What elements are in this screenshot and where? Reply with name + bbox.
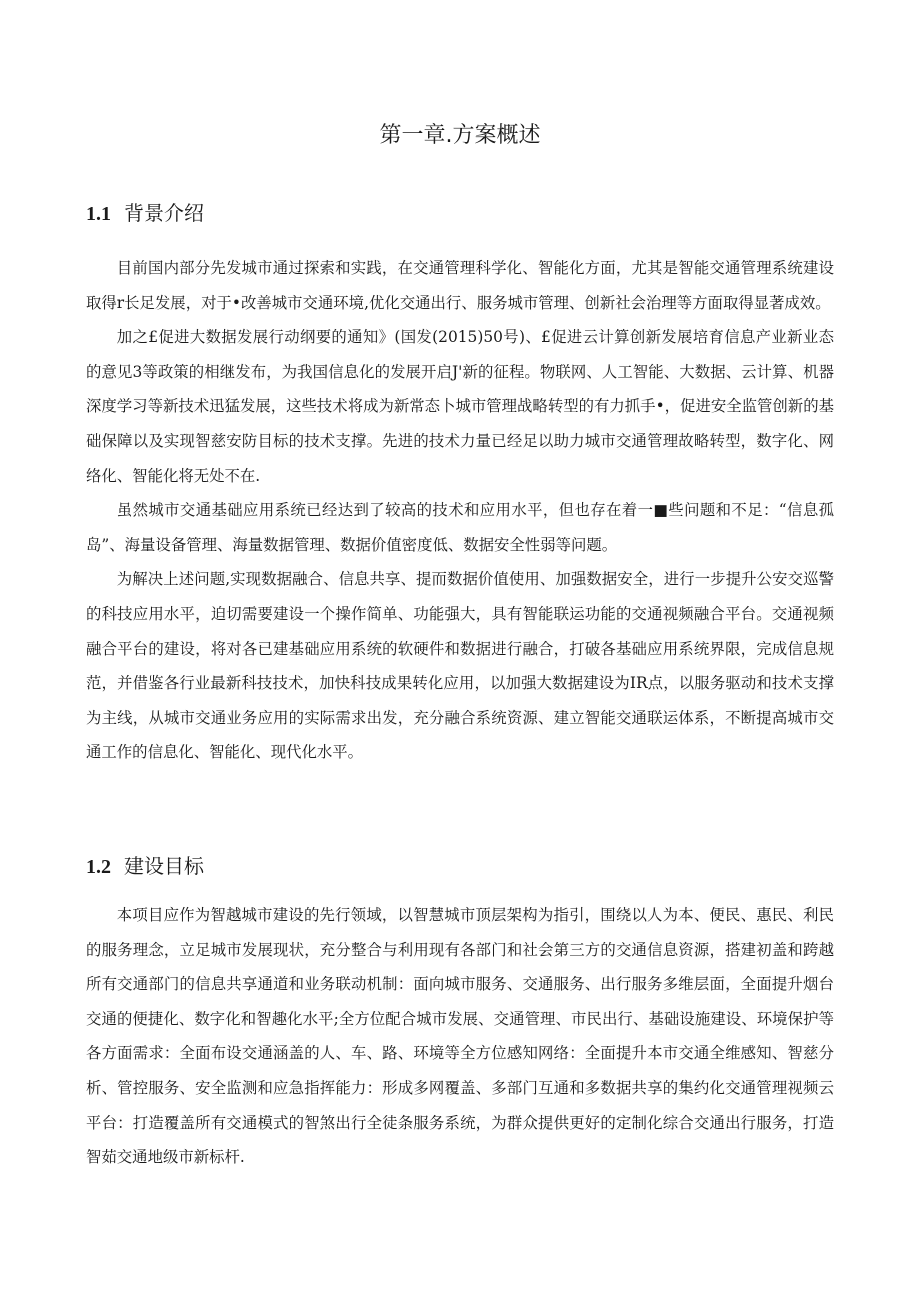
section-background	[86, 198, 834, 770]
section-heading	[86, 851, 834, 882]
paragraph: 为解决上述问题,实现数据融合、信息共享、提而数据价值使用、加强数据安全，进行一步提升公安交巡警的科技应用水平，迫切需要建设一个操作简单、功能强大，具有智能联运功能的交通视频融合平台。交通视频融合平台的建设，将对各已建基础应用系统的软硬件和数据进行融合，打破各基础应用系统界限，完成信息规范，并借鉴各行业最新科技技术，加快科技成果转化应用，以加强大数据建设为IR点，以服务驱动和技术支撑为主线，从城市交通业务应用的实际需求出发，充分融合系统资源、建立智能交通联运体系，不断提高城市交通工作的信息化、智能化、现代化水平。	[86, 570, 834, 762]
paragraph: 虽然城市交通基础应用系统已经达到了较高的技术和应用水平，但也存在着一■些问题和不足：“信息孤岛”、海量设备管理、海量数据管理、数据价值密度低、数据安全性弱等问题。	[86, 501, 834, 554]
section-title: 背景介绍	[124, 201, 204, 225]
section-number: 1.1	[86, 203, 111, 225]
section-title: 建设目标	[124, 854, 204, 878]
section-goals	[86, 851, 834, 1175]
paragraph: 本项目应作为智越城市建设的先行领域，以智慧城市顶层架构为指引，围绕以人为本、便民、惠民、利民的服务理念，立足城市发展现状，充分整合与利用现有各部门和社会第三方的交通信息资源，搭建初盖和跨越所有交通部门的信息共享通道和业务联动机制：面向城市服务、交通服务、出行服务多维层面，全面提升烟台交通的便捷化、数字化和智趣化水平;全方位配合城市发展、交通管理、市民出行、基础设施建设、环境保护等各方面需求：全面布设交通涵盖的人、车、路、环境等全方位感知网络：全面提升本市交通全维感知、智慈分析、管控服务、安全监测和应急指挥能力：形成多网覆盖、多部门互通和多数据共享的集约化交通管理视频云平台：打造覆盖所有交通模式的智煞出行全徒条服务系统，为群众提供更好的定制化综合交通出行服务，打造智茹交通地级市新标杆.	[86, 906, 834, 1167]
section-number: 1.2	[86, 856, 111, 878]
chapter-title: 第一章.方案概述	[379, 123, 541, 148]
paragraph: 目前国内部分先发城市通过探索和实践，在交通管理科学化、智能化方面，尤其是智能交通管理系统建设取得r长足发展，对于•改善城市交通环境,优化交通出行、服务城市管理、创新社会治理等方面取得显著成效。	[86, 259, 834, 312]
section-heading	[86, 198, 834, 229]
paragraph: 加之£促进大数据发展行动纲要的通知》(国发(2015)50号)、£促进云计算创新发展培育信息产业新业态的意见3等政策的相继发布，为我国信息化的发展开启J'新的征程。物联网、人工智能、大数据、云计算、机器深度学习等新技术迅猛发展，这些技术将成为新常态卜城市管理战略转型的有力抓手•，促进安全监管创新的基础保障以及实现智慈安防目标的技术支撑。先进的技术力量已经足以助力城市交通管理故略转型，数字化、网络化、智能化将无处不在.	[86, 328, 834, 485]
